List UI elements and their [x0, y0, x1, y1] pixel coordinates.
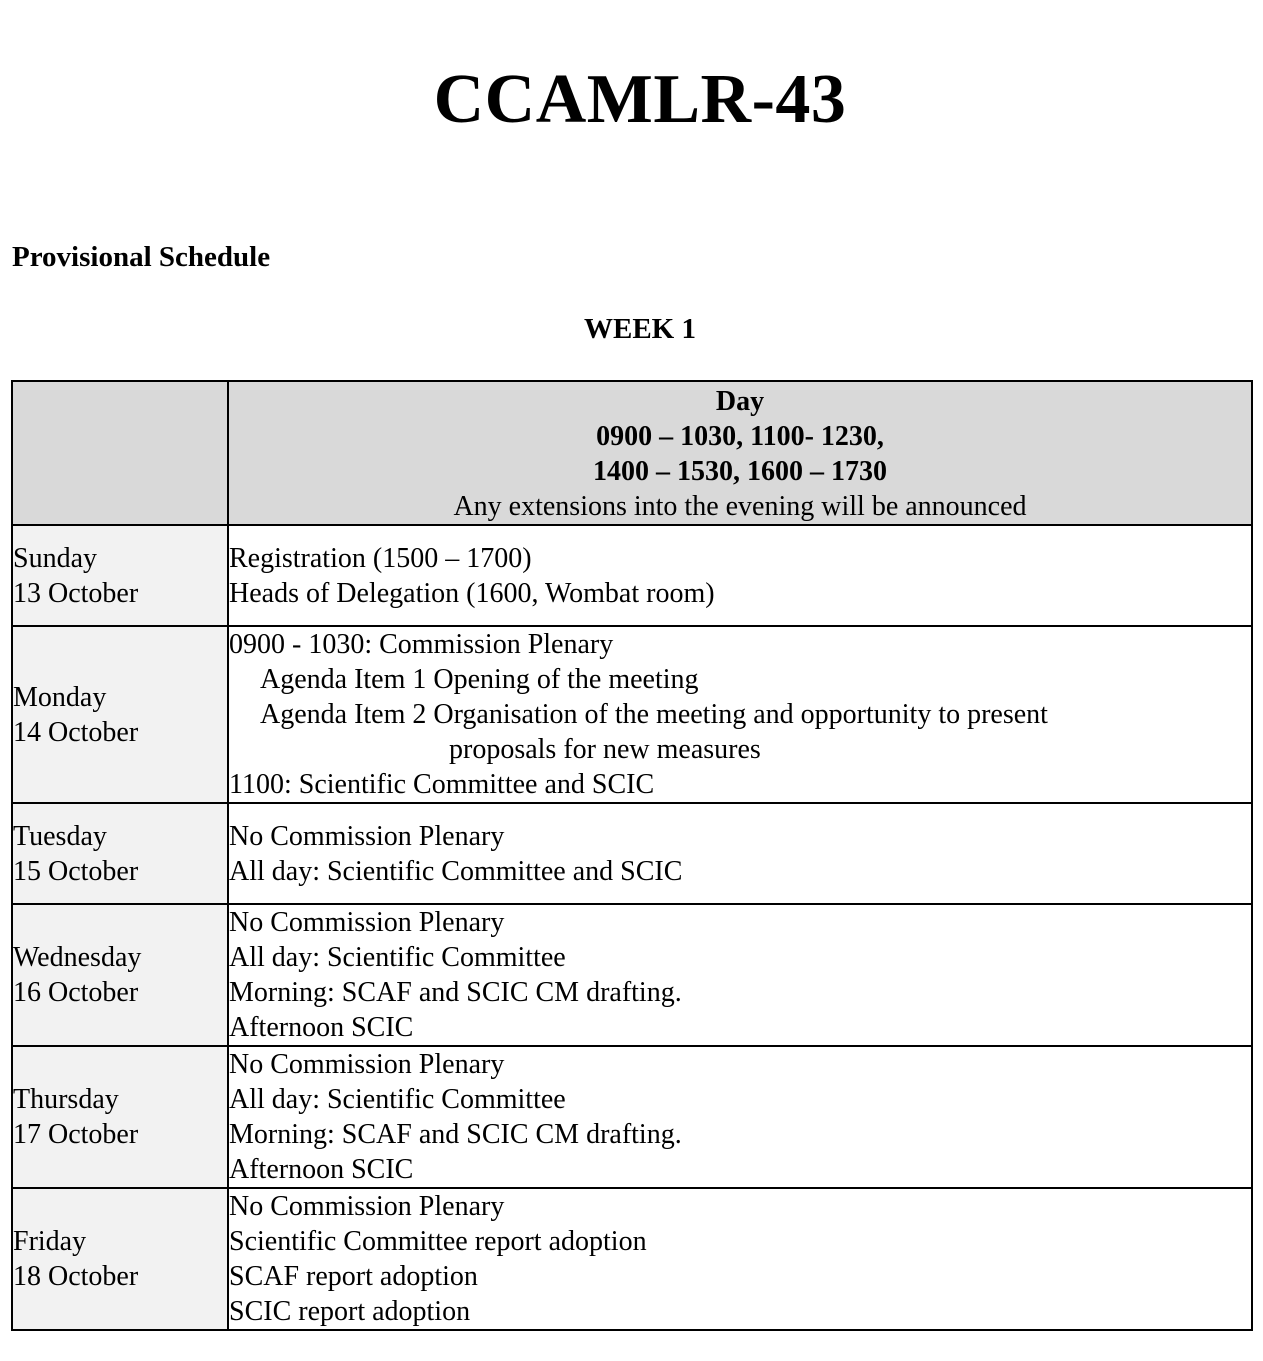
table-row [12, 1188, 1252, 1330]
event-line: SCAF report adoption [229, 1261, 478, 1292]
event-line: Morning: SCAF and SCIC CM drafting. [229, 977, 682, 1008]
week-heading: WEEK 1 [584, 313, 696, 345]
table-row [12, 626, 1252, 803]
date: 13 October [13, 577, 139, 609]
day-cell [12, 1188, 228, 1330]
weekday: Sunday [13, 542, 97, 574]
date: 18 October [13, 1261, 139, 1292]
table-row [12, 904, 1252, 1046]
day-cell [12, 626, 228, 803]
date: 14 October [13, 716, 139, 748]
event-line: No Commission Plenary [229, 820, 505, 852]
header-day-cell [228, 381, 1252, 525]
event-line: Scientific Committee report adoption [229, 1226, 647, 1257]
table-row [12, 525, 1252, 626]
weekday: Thursday [13, 1084, 119, 1115]
table-header-row [12, 381, 1252, 525]
weekday: Friday [13, 1226, 87, 1257]
event-line: All day: Scientific Committee [229, 1084, 566, 1115]
header-day-label: Day [715, 386, 765, 417]
day-cell [12, 1046, 228, 1188]
event-line: 1100: Scientific Committee and SCIC [229, 769, 655, 800]
header-extension-note: Any extensions into the evening will be announced [453, 491, 1027, 522]
date: 15 October [13, 855, 139, 887]
event-line: 0900 - 1030: Commission Plenary [229, 629, 614, 660]
weekday: Tuesday [13, 820, 107, 852]
date: 16 October [13, 977, 139, 1008]
events-cell [228, 904, 1252, 1046]
header-sessions-morning: 0900 – 1030, 1100- 1230, [596, 421, 884, 452]
document-title: CCAMLR-43 [433, 61, 847, 138]
event-line: Registration (1500 – 1700) [229, 542, 532, 574]
events-cell [228, 803, 1252, 904]
agenda-item-line: Agenda Item 1 Opening of the meeting [260, 664, 699, 695]
events-cell [228, 525, 1252, 626]
event-line: All day: Scientific Committee and SCIC [229, 855, 683, 887]
weekday: Monday [13, 681, 107, 713]
day-cell [12, 525, 228, 626]
header-sessions-afternoon: 1400 – 1530, 1600 – 1730 [593, 456, 887, 487]
header-empty-cell [12, 381, 228, 525]
event-line: SCIC report adoption [229, 1296, 471, 1327]
schedule-table [11, 380, 1253, 1331]
day-cell [12, 904, 228, 1046]
event-line: All day: Scientific Committee [229, 942, 566, 973]
day-cell [12, 803, 228, 904]
table-row [12, 803, 1252, 904]
event-line: Afternoon SCIC [229, 1154, 414, 1185]
weekday: Wednesday [13, 942, 142, 973]
event-line: No Commission Plenary [229, 907, 505, 938]
event-line: Afternoon SCIC [229, 1012, 414, 1043]
events-cell [228, 1188, 1252, 1330]
date: 17 October [13, 1119, 139, 1150]
event-line: No Commission Plenary [229, 1049, 505, 1080]
agenda-item-continuation: proposals for new measures [449, 734, 761, 765]
table-row [12, 1046, 1252, 1188]
events-cell [228, 626, 1252, 803]
event-line: No Commission Plenary [229, 1191, 505, 1222]
section-heading: Provisional Schedule [12, 241, 271, 273]
event-line: Morning: SCAF and SCIC CM drafting. [229, 1119, 682, 1150]
event-line: Heads of Delegation (1600, Wombat room) [229, 577, 715, 609]
agenda-item-line: Agenda Item 2 Organisation of the meeting and opportunity to present [260, 699, 1048, 730]
events-cell [228, 1046, 1252, 1188]
